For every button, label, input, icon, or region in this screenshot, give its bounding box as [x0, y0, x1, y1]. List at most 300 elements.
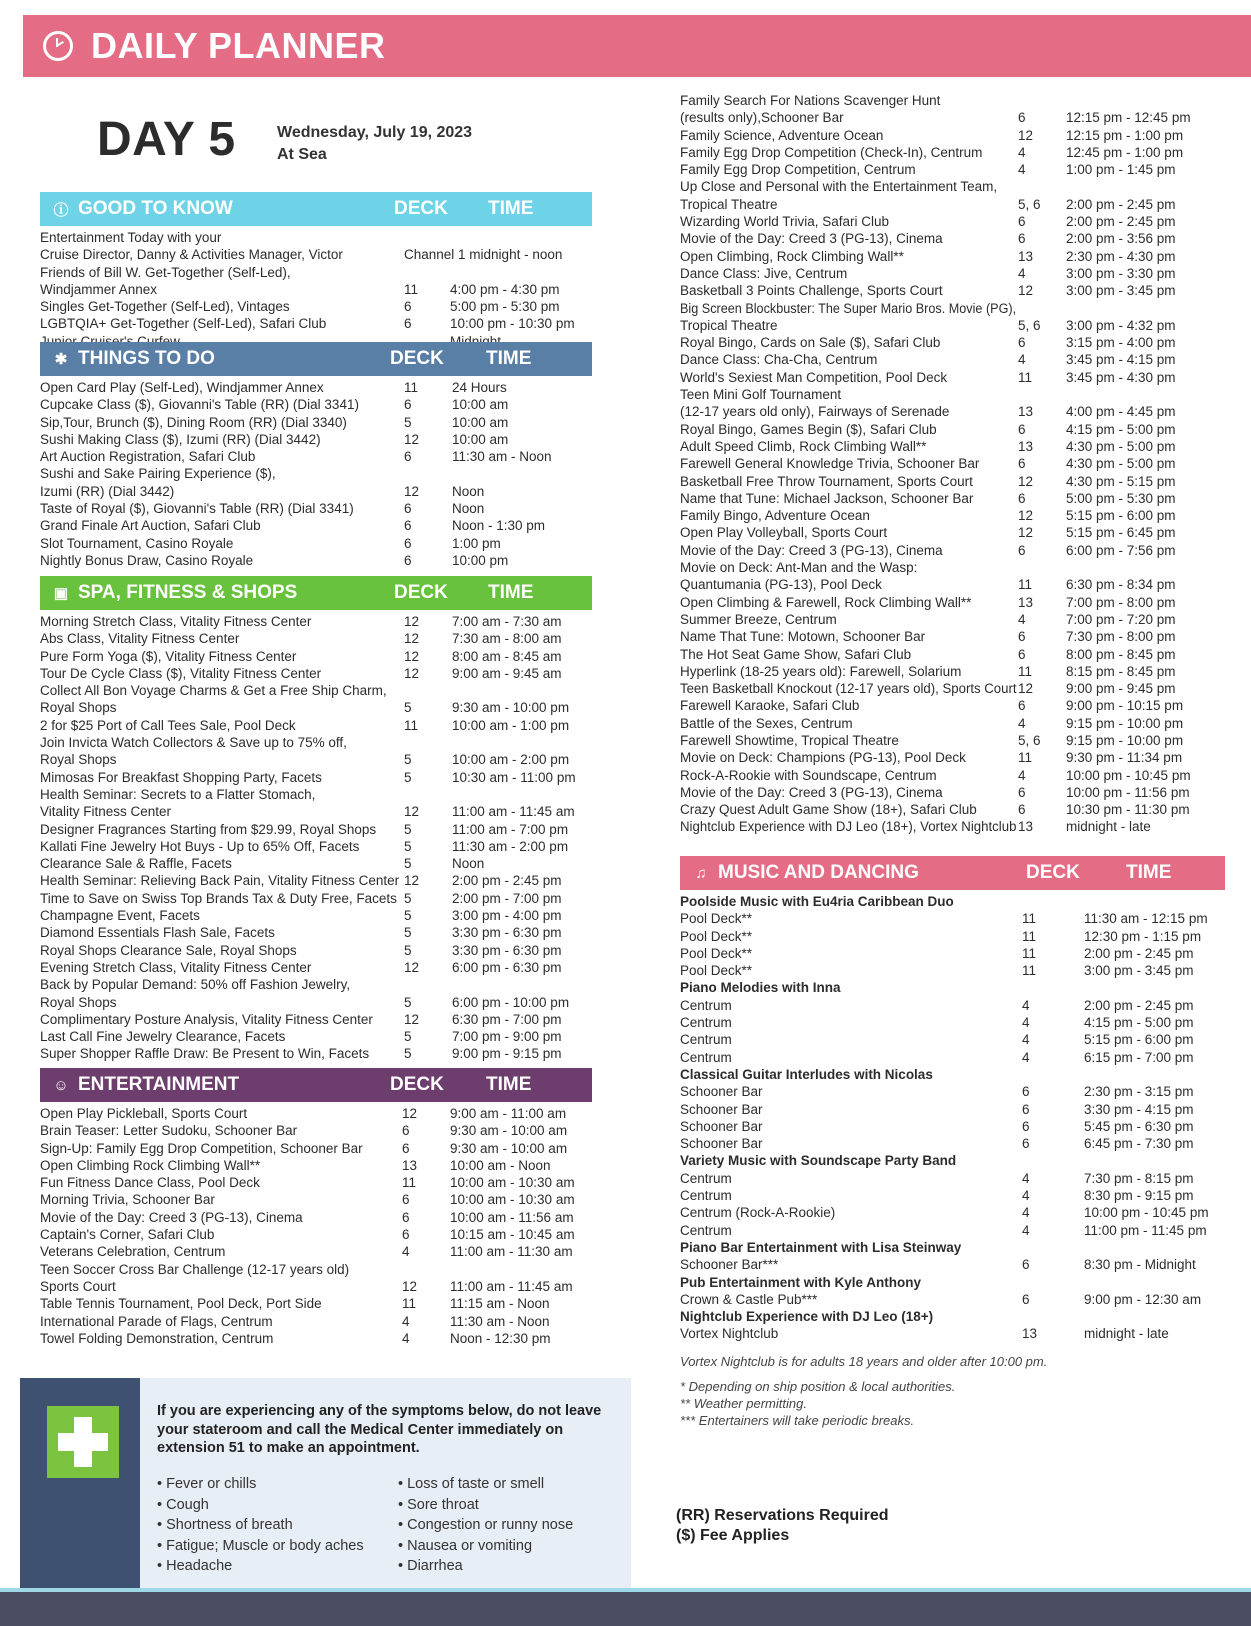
activity-name: Movie on Deck: Ant-Man and the Wasp: — [680, 560, 918, 576]
activity-name: Basketball Free Throw Tournament, Sports Court — [680, 473, 973, 489]
symptom-list-left — [157, 1474, 364, 1577]
activity-name: Family Egg Drop Competition (Check-In), Centrum — [680, 144, 983, 160]
schedule-row — [40, 1261, 592, 1278]
activity-name: Big Screen Blockbuster: The Super Mario Bros. Movie (PG), — [680, 300, 1017, 316]
activity-name: Captain's Corner, Safari Club — [40, 1227, 215, 1243]
activity-name: Quantumania (PG-13), Pool Deck — [680, 577, 882, 593]
activity-deck: 11 — [1022, 945, 1037, 961]
activity-deck — [1018, 178, 1066, 195]
activity-deck — [1022, 1308, 1084, 1325]
activity-name: Table Tennis Tournament, Pool Deck, Port Side — [40, 1296, 322, 1312]
schedule-row — [680, 473, 1225, 490]
schedule-row — [680, 542, 1225, 559]
activity-deck: 5 — [404, 414, 412, 430]
activity-name: Tropical Theatre — [680, 196, 778, 212]
schedule-row — [680, 767, 1225, 784]
activity-deck: 12 — [402, 1106, 418, 1121]
schedule-row — [40, 682, 592, 699]
activity-name: Cruise Director, Danny & Activities Manager, Victor — [40, 247, 343, 263]
schedule-row — [40, 500, 592, 517]
activity-deck: 5 — [404, 769, 412, 785]
activity-deck: 12 — [1018, 473, 1034, 489]
activity-time: 2:30 pm - 4:30 pm — [1066, 248, 1176, 264]
schedule-row — [40, 769, 592, 786]
activity-deck — [404, 976, 452, 993]
activity-deck: 5 — [404, 700, 412, 716]
activity-time: 3:30 pm - 6:30 pm — [452, 925, 562, 941]
activity-deck — [404, 734, 452, 751]
schedule-row — [680, 979, 1225, 996]
schedule-row — [680, 438, 1225, 455]
schedule-row — [40, 1028, 592, 1045]
activity-deck — [1022, 1152, 1084, 1169]
activity-deck: 6 — [402, 1227, 410, 1243]
schedule-row — [680, 749, 1225, 766]
activity-deck — [1018, 559, 1066, 576]
activity-time: 9:30 am - 10:00 am — [450, 1140, 568, 1156]
activity-time: 12:15 pm - 1:00 pm — [1066, 127, 1184, 143]
activity-name: Family Search For Nations Scavenger Hunt — [680, 93, 941, 108]
activity-name: Open Play Volleyball, Sports Court — [680, 525, 888, 541]
schedule-row — [680, 1222, 1225, 1239]
activity-time: 3:00 pm - 4:00 pm — [452, 908, 562, 924]
activity-deck: 6 — [402, 1209, 410, 1225]
symptom-item: • Loss of taste or smell — [398, 1476, 545, 1492]
activity-name: Royal Shops — [40, 994, 117, 1010]
activity-name: Hyperlink (18-25 years old): Farewell, Solarium — [680, 663, 962, 679]
activity-time: 7:00 pm - 9:00 pm — [452, 1029, 562, 1045]
activity-deck: 12 — [404, 959, 420, 975]
activity-name: Open Card Play (Self-Led), Windjammer Annex — [40, 380, 324, 395]
schedule-row — [40, 872, 592, 889]
activity-deck — [402, 1261, 450, 1278]
activity-time: Noon - 12:30 pm — [450, 1330, 551, 1346]
deck-column-header: DECK — [390, 1074, 444, 1095]
activity-name: Brain Teaser: Letter Sudoku, Schooner Bar — [40, 1123, 298, 1139]
section-header-good-to-know — [40, 192, 592, 226]
activity-deck — [1022, 1066, 1084, 1083]
activity-deck: 5 — [404, 1029, 412, 1045]
activity-deck: 12 — [404, 483, 420, 499]
activity-name: Summer Breeze, Centrum — [680, 611, 837, 627]
schedule-row — [40, 1226, 592, 1243]
schedule-row — [40, 821, 592, 838]
schedule-row — [40, 298, 592, 315]
activity-time: 5:00 pm - 5:30 pm — [450, 299, 560, 315]
activity-deck: 6 — [404, 397, 412, 413]
activity-deck — [1018, 92, 1066, 109]
activity-name: Centrum (Rock-A-Rookie) — [680, 1205, 836, 1221]
activity-name: Centrum — [680, 1049, 732, 1065]
symptom-item: • Headache — [157, 1558, 233, 1574]
clock-icon — [43, 31, 73, 61]
schedule-row — [680, 524, 1225, 541]
activity-time: 10:00 am — [452, 397, 509, 413]
section-title: GOOD TO KNOW — [78, 198, 233, 219]
activity-deck: 13 — [1018, 248, 1034, 264]
activity-time: 11:00 am - 11:45 am — [452, 804, 575, 820]
activity-time: 10:30 pm - 11:30 pm — [1066, 802, 1190, 818]
activity-name: Schooner Bar*** — [680, 1257, 779, 1273]
legend — [676, 1506, 889, 1546]
activity-deck: 11 — [402, 1175, 417, 1191]
schedule-row — [680, 945, 1225, 962]
activity-time: 4:15 pm - 5:00 pm — [1066, 421, 1176, 437]
activity-name: Name that Tune: Michael Jackson, Schooner Bar — [680, 490, 974, 506]
activity-name: Dance Class: Cha-Cha, Centrum — [680, 352, 878, 368]
activity-time: 12:45 pm - 1:00 pm — [1066, 144, 1184, 160]
activity-deck: 4 — [1022, 1049, 1030, 1065]
activity-name: Open Play Pickleball, Sports Court — [40, 1106, 248, 1121]
activity-time: 1:00 pm - 1:45 pm — [1066, 162, 1176, 178]
activity-deck: 11 — [402, 1296, 417, 1312]
schedule-row — [40, 1330, 592, 1347]
activity-time: Noon — [452, 856, 485, 872]
activity-deck: 12 — [402, 1278, 418, 1294]
activity-deck: 12 — [404, 804, 420, 820]
music-list — [680, 890, 1225, 1343]
schedule-row — [680, 1135, 1225, 1152]
activity-time: 10:00 am - 1:00 pm — [452, 717, 570, 733]
activity-deck: 6 — [1018, 646, 1026, 662]
activity-name: Crown & Castle Pub*** — [680, 1291, 818, 1307]
activity-name: Open Climbing, Rock Climbing Wall** — [680, 248, 904, 264]
left-column — [40, 192, 592, 1347]
activity-name: Royal Bingo, Cards on Sale ($), Safari Club — [680, 335, 941, 351]
time-column-header: TIME — [486, 348, 532, 369]
activity-name: Pool Deck** — [680, 911, 753, 927]
time-column-header: TIME — [488, 198, 534, 219]
schedule-row — [40, 786, 592, 803]
schedule-row — [680, 265, 1225, 282]
activity-time: 9:30 am - 10:00 am — [450, 1123, 568, 1139]
schedule-row — [40, 465, 592, 482]
footer-bar — [0, 1592, 1251, 1626]
schedule-row — [40, 448, 592, 465]
schedule-row — [680, 178, 1225, 195]
activity-deck: 6 — [402, 1192, 410, 1208]
activity-name: Family Egg Drop Competition, Centrum — [680, 162, 916, 178]
activity-name: Family Bingo, Adventure Ocean — [680, 508, 870, 524]
activity-name: Designer Fragrances Starting from $29.99, Royal Shops — [40, 821, 377, 837]
schedule-row — [40, 734, 592, 751]
activity-name: Movie of the Day: Creed 3 (PG-13), Cinema — [680, 542, 943, 558]
group-heading: Piano Bar Entertainment with Lisa Steinway — [680, 1239, 962, 1255]
activity-deck: 11 — [1018, 663, 1033, 679]
activity-deck: 4 — [402, 1330, 410, 1346]
activity-deck: 12 — [404, 648, 420, 664]
schedule-row — [680, 196, 1225, 213]
activity-time: 2:00 pm - 2:45 pm — [1066, 196, 1176, 212]
activity-name: Centrum — [680, 997, 732, 1013]
activity-time: 10:00 am - 2:00 pm — [452, 752, 570, 768]
activity-time: 3:00 pm - 4:32 pm — [1066, 317, 1176, 333]
schedule-row — [40, 1191, 592, 1208]
schedule-row — [680, 997, 1225, 1014]
schedule-row — [40, 517, 592, 534]
activity-time: 5:45 pm - 6:30 pm — [1084, 1118, 1194, 1134]
activity-time: 10:00 am - 11:56 am — [450, 1209, 574, 1225]
section-title: THINGS TO DO — [78, 348, 215, 369]
activity-time: 8:15 pm - 8:45 pm — [1066, 663, 1176, 679]
activity-deck: 6 — [1018, 802, 1026, 818]
activity-time: 2:30 pm - 3:15 pm — [1084, 1084, 1194, 1100]
day-info — [277, 122, 472, 166]
activity-name: Crazy Quest Adult Game Show (18+), Safari Club — [680, 802, 977, 818]
activity-deck: 13 — [402, 1157, 418, 1173]
schedule-row — [680, 403, 1225, 420]
schedule-row — [680, 127, 1225, 144]
activity-deck — [404, 786, 452, 803]
activity-deck: 11 — [1022, 928, 1037, 944]
activity-time: 5:15 pm - 6:00 pm — [1066, 508, 1176, 524]
activity-time: 6:00 pm - 10:00 pm — [452, 994, 570, 1010]
activity-deck: 6 — [1018, 110, 1026, 126]
time-column-header: TIME — [486, 1074, 532, 1095]
schedule-row — [680, 230, 1225, 247]
schedule-row — [680, 594, 1225, 611]
schedule-row — [680, 1101, 1225, 1118]
activity-time: 11:00 am - 11:45 am — [450, 1278, 573, 1294]
schedule-row — [680, 646, 1225, 663]
activity-time: 10:00 am - Noon — [450, 1157, 551, 1173]
schedule-row — [40, 1295, 592, 1312]
symptom-item: • Congestion or runny nose — [398, 1517, 574, 1533]
activity-time: 6:30 pm - 8:34 pm — [1066, 577, 1176, 593]
activity-deck: 6 — [1018, 542, 1026, 558]
activity-name: Complimentary Posture Analysis, Vitality Fitness Center — [40, 1011, 373, 1027]
section-header-music — [680, 856, 1225, 890]
schedule-row — [680, 1152, 1225, 1169]
activity-deck: 13 — [1018, 594, 1034, 610]
activity-name: Movie of the Day: Creed 3 (PG-13), Cinema — [40, 1209, 303, 1225]
activity-time: midnight - late — [1084, 1326, 1169, 1342]
running-person-icon: ✱ — [54, 351, 68, 368]
activity-name: Clearance Sale & Raffle, Facets — [40, 856, 232, 872]
activity-time: 9:00 pm - 9:45 pm — [1066, 681, 1176, 697]
activity-name: Vitality Fitness Center — [40, 804, 172, 820]
activity-time: 5:15 pm - 6:45 pm — [1066, 525, 1176, 541]
activity-time: 2:00 pm - 2:45 pm — [1084, 997, 1194, 1013]
activity-name: Movie of the Day: Creed 3 (PG-13), Cinema — [680, 784, 943, 800]
activity-time: 7:00 pm - 7:20 pm — [1066, 611, 1176, 627]
schedule-row — [40, 1313, 592, 1330]
activity-deck: 6 — [1022, 1257, 1030, 1273]
activity-time: 11:30 am - 2:00 pm — [452, 838, 569, 854]
schedule-row — [680, 1291, 1225, 1308]
shopping-bag-icon: ▣ — [53, 585, 69, 602]
footnote-2: ** Weather permitting. — [680, 1395, 807, 1411]
activity-time: 10:00 am — [452, 431, 509, 447]
activity-time: 2:00 pm - 3:56 pm — [1066, 231, 1176, 247]
activity-name: Last Call Fine Jewelry Clearance, Facets — [40, 1029, 286, 1045]
schedule-row — [680, 784, 1225, 801]
activity-deck: 13 — [1022, 1326, 1038, 1342]
activity-deck: 4 — [1022, 1205, 1030, 1221]
activity-name: Basketball 3 Points Challenge, Sports Court — [680, 283, 943, 299]
activity-name: Teen Soccer Cross Bar Challenge (12-17 years old) — [40, 1261, 350, 1277]
activity-time: 9:15 pm - 10:00 pm — [1066, 732, 1184, 748]
schedule-row — [680, 490, 1225, 507]
activity-time: 6:00 pm - 7:56 pm — [1066, 542, 1176, 558]
activity-time: 10:00 pm - 10:45 pm — [1066, 767, 1191, 783]
schedule-row — [680, 1274, 1225, 1291]
activity-time: Noon - 1:30 pm — [452, 518, 546, 534]
activity-deck — [404, 465, 452, 482]
activity-deck: 12 — [1018, 681, 1034, 697]
activity-name: Champagne Event, Facets — [40, 908, 200, 924]
activity-time: 9:30 am - 10:00 pm — [452, 700, 570, 716]
activity-deck: 12 — [404, 1011, 420, 1027]
activity-name: (results only),Schooner Bar — [680, 110, 844, 126]
activity-time: 10:00 pm - 11:56 pm — [1066, 784, 1190, 800]
entertainment-continued-list — [680, 92, 1225, 856]
time-column-header: TIME — [1126, 862, 1172, 883]
activity-name: Royal Bingo, Games Begin ($), Safari Club — [680, 421, 937, 437]
schedule-row — [680, 1239, 1225, 1256]
activity-time: 2:00 pm - 7:00 pm — [452, 890, 562, 906]
activity-deck: 11 — [1022, 911, 1037, 927]
section-title: SPA, FITNESS & SHOPS — [78, 582, 298, 603]
schedule-row — [40, 281, 592, 298]
activity-name: Movie on Deck: Champions (PG-13), Pool Deck — [680, 750, 966, 766]
activity-name: Farewell Karaoke, Safari Club — [680, 698, 860, 714]
activity-name: The Hot Seat Game Show, Safari Club — [680, 646, 912, 662]
activity-deck: 6 — [404, 449, 412, 465]
schedule-row — [40, 976, 592, 993]
activity-name: Nightly Bonus Draw, Casino Royale — [40, 552, 254, 568]
schedule-row — [680, 421, 1225, 438]
activity-deck: 4 — [1022, 1170, 1030, 1186]
activity-deck: 4 — [1022, 1222, 1030, 1238]
activity-time: 4:30 pm - 5:15 pm — [1066, 473, 1176, 489]
day-number: DAY 5 — [97, 113, 236, 166]
activity-time: 9:00 pm - 12:30 am — [1084, 1291, 1202, 1307]
group-heading: Nightclub Experience with DJ Leo (18+) — [680, 1309, 934, 1325]
activity-deck — [404, 229, 450, 246]
schedule-row — [680, 317, 1225, 334]
schedule-row — [40, 552, 592, 569]
schedule-row — [680, 213, 1225, 230]
spa-list — [40, 610, 592, 1068]
activity-deck: 5 — [404, 752, 412, 768]
activity-name: Royal Shops — [40, 752, 117, 768]
schedule-row — [40, 414, 592, 431]
schedule-row — [40, 890, 592, 907]
entertainment-list — [40, 1102, 592, 1347]
activity-name: Sip,Tour, Brunch ($), Dining Room (RR) (Dial 3340) — [40, 414, 347, 430]
activity-name: Centrum — [680, 1188, 732, 1204]
activity-name: Schooner Bar — [680, 1118, 763, 1134]
schedule-row — [680, 455, 1225, 472]
activity-deck — [1022, 979, 1084, 996]
activity-name: LGBTQIA+ Get-Together (Self-Led), Safari Club — [40, 316, 327, 332]
activity-time: 3:30 pm - 4:15 pm — [1084, 1101, 1194, 1117]
activity-name: Rock-A-Rookie with Soundscape, Centrum — [680, 767, 937, 783]
activity-name: Towel Folding Demonstration, Centrum — [40, 1330, 274, 1346]
activity-time: 10:30 am - 11:00 pm — [452, 769, 576, 785]
activity-time: 9:00 pm - 9:15 pm — [452, 1046, 562, 1062]
schedule-row — [680, 351, 1225, 368]
schedule-row — [40, 396, 592, 413]
activity-name: Super Shopper Raffle Draw: Be Present to Win, Facets — [40, 1046, 370, 1062]
activity-time: 11:00 pm - 11:45 pm — [1084, 1222, 1207, 1238]
activity-name: Sign-Up: Family Egg Drop Competition, Schooner Bar — [40, 1140, 363, 1156]
activity-time: 5:15 pm - 6:00 pm — [1084, 1032, 1194, 1048]
activity-deck — [1022, 1274, 1084, 1291]
schedule-row — [40, 699, 592, 716]
activity-time: 9:30 pm - 11:34 pm — [1066, 750, 1183, 766]
activity-deck: 13 — [1018, 404, 1034, 420]
schedule-row — [40, 1045, 592, 1062]
footnote-1: * Depending on ship position & local authorities. — [680, 1378, 956, 1394]
schedule-row — [680, 611, 1225, 628]
activity-deck — [1022, 893, 1084, 910]
activity-time: 10:00 am — [452, 414, 509, 430]
activity-time: 12:15 pm - 12:45 pm — [1066, 110, 1191, 126]
activity-time: 8:30 pm - Midnight — [1084, 1257, 1196, 1273]
schedule-row — [40, 855, 592, 872]
activity-time: 3:00 pm - 3:45 pm — [1066, 283, 1176, 299]
activity-deck: 5, 6 — [1018, 732, 1041, 748]
deck-column-header: DECK — [1026, 862, 1080, 883]
page-title: DAILY PLANNER — [91, 25, 386, 66]
symptom-item: • Shortness of breath — [157, 1517, 293, 1533]
schedule-row — [680, 680, 1225, 697]
activity-deck: 11 — [404, 281, 419, 297]
good-to-know-list — [40, 226, 592, 342]
activity-name: Royal Shops Clearance Sale, Royal Shops — [40, 942, 297, 958]
activity-deck — [1022, 1239, 1084, 1256]
activity-name: World's Sexiest Man Competition, Pool Deck — [680, 369, 948, 385]
activity-time: 10:00 pm - 10:30 pm — [450, 316, 575, 332]
activity-time: 10:00 am - 10:30 am — [450, 1192, 575, 1208]
activity-name: Windjammer Annex — [40, 281, 158, 297]
schedule-row — [40, 1174, 592, 1191]
activity-time: 11:00 am - 7:00 pm — [452, 821, 569, 837]
activity-time: 8:00 pm - 8:45 pm — [1066, 646, 1176, 662]
activity-name: Up Close and Personal with the Entertainment Team, — [680, 179, 998, 195]
masks-icon: ☺ — [53, 1076, 69, 1094]
activity-deck: 6 — [1018, 629, 1026, 645]
medical-message: If you are experiencing any of the symptoms below, do not leave your stateroom and call the Medical Center immediately on extension 51 to make an appointment. — [157, 1403, 602, 1456]
schedule-row — [680, 715, 1225, 732]
activity-time: 11:00 am - 11:30 am — [450, 1244, 573, 1260]
activity-time: 5:00 pm - 5:30 pm — [1066, 490, 1176, 506]
schedule-row — [680, 109, 1225, 126]
activity-time: 6:15 pm - 7:00 pm — [1084, 1049, 1194, 1065]
schedule-row — [680, 1066, 1225, 1083]
schedule-row — [680, 161, 1225, 178]
schedule-row — [40, 803, 592, 820]
activity-deck: 6 — [1018, 784, 1026, 800]
activity-name: Teen Mini Golf Tournament — [680, 387, 842, 403]
schedule-row — [680, 92, 1225, 109]
schedule-row — [40, 717, 592, 734]
activity-deck: 12 — [1018, 283, 1034, 299]
activity-name: Farewell Showtime, Tropical Theatre — [680, 732, 899, 748]
activity-time: 9:00 am - 9:45 am — [452, 665, 562, 681]
activity-deck: 6 — [1022, 1136, 1030, 1152]
activity-deck: 6 — [1022, 1291, 1030, 1307]
activity-name: Dance Class: Jive, Centrum — [680, 265, 848, 281]
activity-name: Wizarding World Trivia, Safari Club — [680, 214, 890, 230]
activity-deck: 6 — [1022, 1084, 1030, 1100]
activity-name: Singles Get-Together (Self-Led), Vintages — [40, 299, 290, 315]
activity-deck: 6 — [404, 535, 412, 551]
activity-name: Join Invicta Watch Collectors & Save up to 75% off, — [40, 735, 347, 751]
activity-name: Fun Fitness Dance Class, Pool Deck — [40, 1175, 260, 1191]
